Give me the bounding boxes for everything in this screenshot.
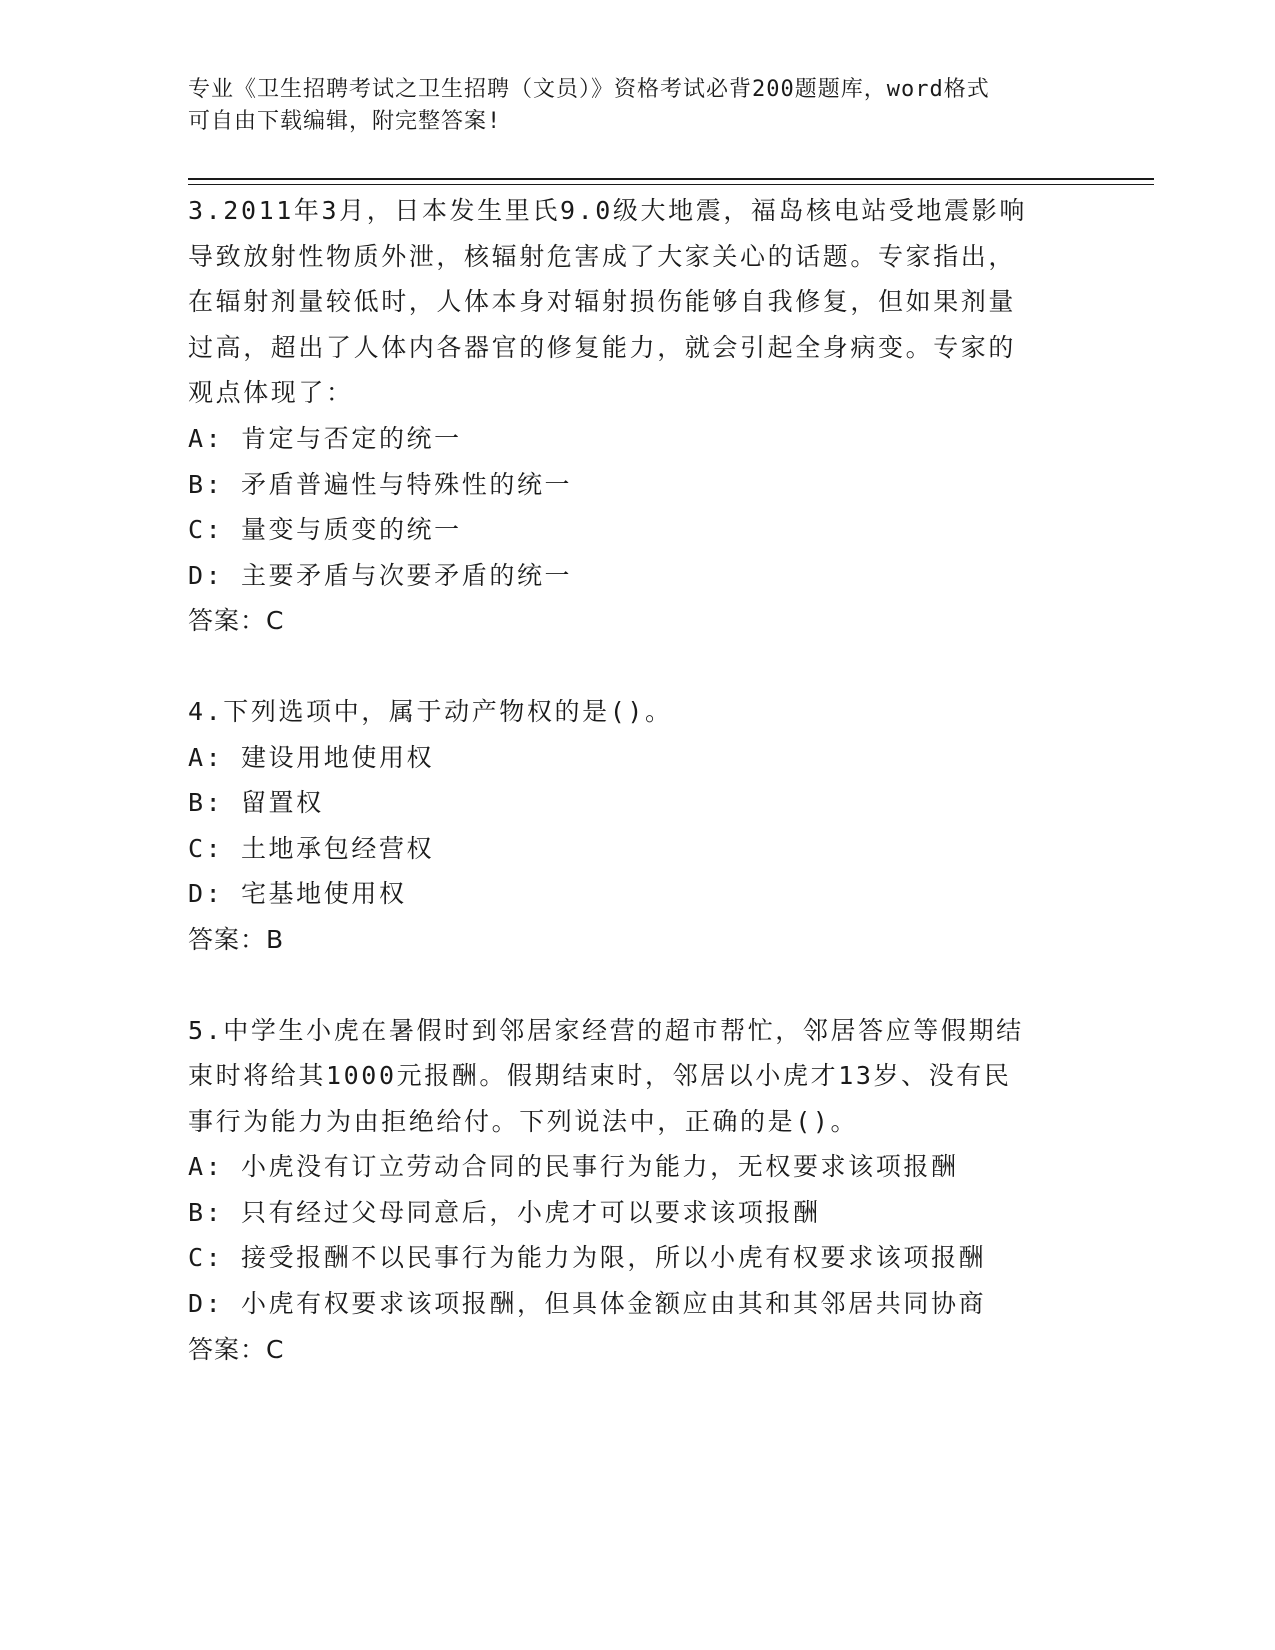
question-item	[188, 689, 1088, 963]
option-a: A: 肯定与否定的统一	[188, 423, 462, 453]
option-d: D: 主要矛盾与次要矛盾的统一	[188, 560, 573, 590]
option-c: C: 土地承包经营权	[188, 833, 435, 863]
question-stem: 5.中学生小虎在暑假时到邻居家经营的超市帮忙，邻居答应等假期结 束时将给其1000元报酬。假期结束时，邻居以小虎才13岁、没有民 事行为能力为由拒绝给付。下列说法中，正确的是()。	[188, 1015, 1024, 1136]
question-spacer	[188, 963, 1088, 1008]
header-divider-thin	[188, 184, 1154, 185]
option-c: C: 量变与质变的统一	[188, 515, 462, 545]
option-b: B: 矛盾普遍性与特殊性的统一	[188, 469, 573, 499]
question-spacer	[188, 644, 1088, 689]
answer-line: 答案：C	[188, 1334, 285, 1364]
question-item	[188, 188, 1088, 644]
answer-line: 答案：B	[188, 924, 285, 954]
option-c: C: 接受报酬不以民事行为能力为限，所以小虎有权要求该项报酬	[188, 1243, 987, 1273]
question-stem: 3.2011年3月，日本发生里氏9.0级大地震，福岛核电站受地震影响 导致放射性物质外泄，核辐射危害成了大家关心的话题。专家指出， 在辐射剂量较低时，人体本身对辐射损伤能够自我修复，但如果剂量 过高，超出了人体内各器官的修复能力，就会引起全身病变。专家的 观点体现了：	[188, 196, 1027, 408]
option-d: D: 宅基地使用权	[188, 879, 407, 909]
option-b: B: 只有经过父母同意后，小虎才可以要求该项报酬	[188, 1197, 821, 1227]
question-item	[188, 1008, 1088, 1373]
option-d: D: 小虎有权要求该项报酬，但具体金额应由其和其邻居共同协商	[188, 1289, 987, 1319]
option-a: A: 建设用地使用权	[188, 742, 435, 772]
option-b: B: 留置权	[188, 788, 324, 818]
document-header: 专业《卫生招聘考试之卫生招聘（文员）》资格考试必背200题题库，word格式 可自由下载编辑，附完整答案!	[188, 77, 990, 134]
option-a: A: 小虎没有订立劳动合同的民事行为能力，无权要求该项报酬	[188, 1152, 959, 1182]
header-divider-thick	[188, 178, 1154, 180]
question-list	[188, 188, 1088, 1372]
question-stem: 4.下列选项中，属于动产物权的是()。	[188, 696, 673, 726]
answer-line: 答案：C	[188, 606, 285, 636]
